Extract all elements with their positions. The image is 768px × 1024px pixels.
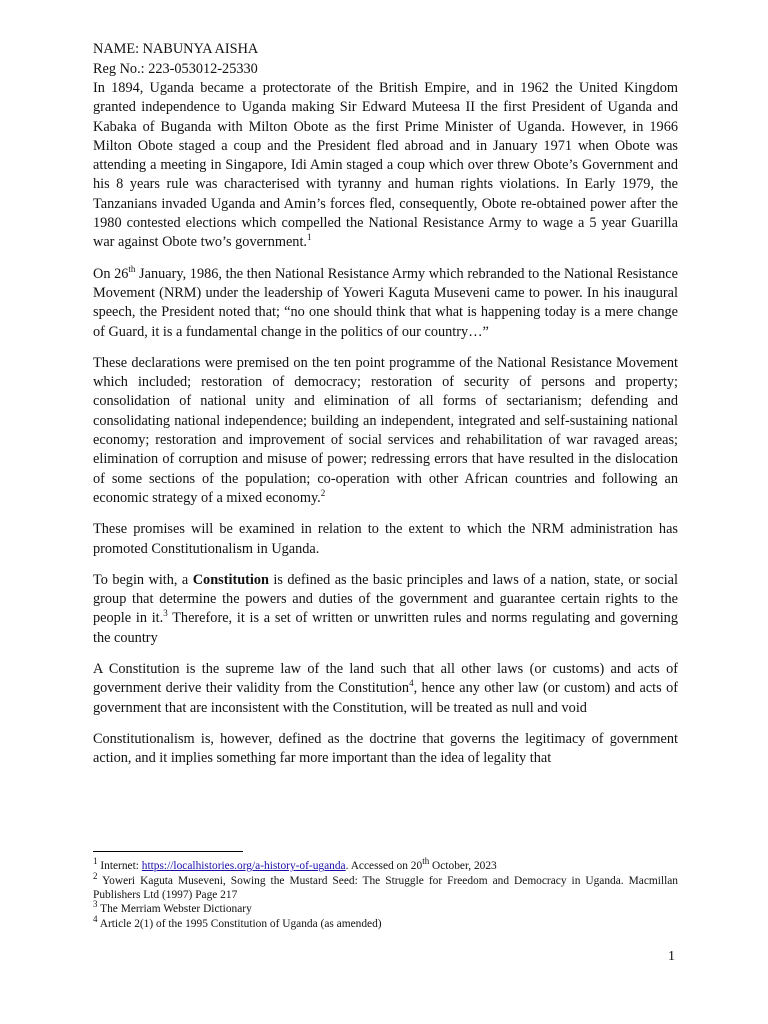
paragraph-nrm-rest: January, 1986, the then National Resistance Army which rebranded to the National Resistance Movement (NRM) under the leadership of Yoweri Kaguta Museveni came to power. In his inaugural speech, the President noted that; “no one should think that what is happening today is a mere change of Guard, it is a fundamental change in the politics of our country…” — [93, 265, 678, 340]
footnote-3-text: The Merriam Webster Dictionary — [97, 903, 252, 916]
footnote-ref-1[interactable]: 1 — [307, 232, 312, 243]
footnote-1-number: 1 — [93, 856, 98, 867]
registration-number: Reg No.: 223-053012-25330 — [93, 60, 258, 77]
paragraph-constitution-lead: To begin with, a — [93, 571, 193, 588]
paragraph-ten-point-text: These declarations were premised on the ten point programme of the National Resistance Movement which included; restoration of democracy; restoration of security of persons and property; consolidation of national unity and elimination of all forms of sectarianism; defending and consolidating national independence; building an independent, integrated and self-sustaining national economy; restoration and improvement of social services and rehabilitation of war ravaged areas; elimination of corruption and misuse of power; redressing errors that have resulted in the dislocation of some sections of the population; co-operation with other African countries and following an economic strategy of a mixed economy. — [93, 354, 678, 506]
footnote-1-end: October, 2023 — [429, 860, 497, 872]
paragraph-history-text: In 1894, Uganda became a protectorate of the British Empire, and in 1962 the United Kingdom granted independence to Uganda making Sir Edward Muteesa II the first President of Uganda and Kabaka of Buganda with Milton Obote as the first Prime Minister of Uganda. However, in 1966 Milton Obote staged a coup and the President fled abroad and in January 1971 when Obote was attending a meeting in Singapore, Idi Amin staged a coup which over threw Obote’s Government and his 8 years rule was characterised with tyranny and human rights violations. In Early 1979, the Tanzanians invaded Uganda and Amin’s forces fled, consequently, Obote re-obtained power after the 1980 contested elections which compelled the National Resistance Army to wage a 5 year Guarilla war against Obote two’s government. — [93, 80, 678, 251]
footnote-1 — [93, 856, 678, 874]
paragraph-ten-point-programme — [93, 354, 678, 508]
footnote-ref-3[interactable]: 3 — [163, 608, 168, 619]
footnote-2-number: 2 — [93, 871, 98, 881]
footnote-2 — [93, 871, 678, 903]
student-name: NAME: NABUNYA AISHA — [93, 41, 259, 57]
footnote-3-number: 3 — [93, 899, 98, 910]
term-constitution: Constitution — [192, 571, 269, 588]
document-page — [93, 40, 678, 781]
paragraph-history — [93, 79, 678, 253]
paragraph-constitution-end: Therefore, it is a set of written or unwritten rules and norms regulating and governing the country — [93, 610, 678, 646]
paragraph-promises: These promises will be examined in relation to the extent to which the NRM administration has promoted Constitutionalism in Uganda. — [93, 521, 678, 557]
paragraph-supreme-law-lead: A Constitution is the supreme law of the land such that all other laws (or customs) and acts of government derive their validity from the Constitution — [93, 661, 678, 697]
footnote-4-number: 4 — [93, 914, 98, 925]
paragraph-supreme-law — [93, 660, 678, 718]
footnotes — [93, 856, 678, 933]
footnote-4 — [93, 914, 678, 932]
footnote-4-text: Article 2(1) of the 1995 Constitution of Uganda (as amended) — [97, 918, 382, 931]
paragraph-nrm-lead: On 26 — [93, 265, 129, 282]
footnote-ref-4[interactable]: 4 — [409, 678, 414, 689]
footnote-1-mid: . Accessed on 20 — [345, 860, 423, 872]
footnote-divider — [93, 851, 243, 852]
paragraph-constitution-mid: is defined as the basic principles and laws of a nation, state, or social group that determine the powers and duties of the government and guarantee certain rights to the people in it. — [93, 571, 679, 627]
paragraph-constitution-definition — [93, 571, 678, 648]
paragraph-constitutionalism: Constitutionalism is, however, defined as the doctrine that governs the legitimacy of government action, and it implies something far more important than the idea of legality that — [93, 730, 678, 767]
page-number: 1 — [668, 949, 675, 964]
footnote-2-text: Yoweri Kaguta Museveni, Sowing the Mustard Seed: The Struggle for Freedom and Democracy in Uganda. Macmillan Publishers Ltd (1997) Page 217 — [93, 874, 678, 901]
footnote-1-link[interactable]: https://localhistories.org/a-history-of-uganda — [141, 860, 346, 872]
footnote-ref-2[interactable]: 2 — [320, 488, 326, 499]
footnote-1-lead: Internet: — [97, 860, 142, 872]
date-ordinal-suffix: th — [128, 263, 136, 274]
footnote-3 — [93, 899, 678, 917]
paragraph-supreme-law-end: , hence any other law (or custom) and acts of government that are inconsistent with the Constitution, will be treated as null and void — [93, 680, 678, 716]
paragraph-nrm-takeover — [93, 265, 678, 342]
footnote-1-ordinal: th — [422, 856, 430, 867]
